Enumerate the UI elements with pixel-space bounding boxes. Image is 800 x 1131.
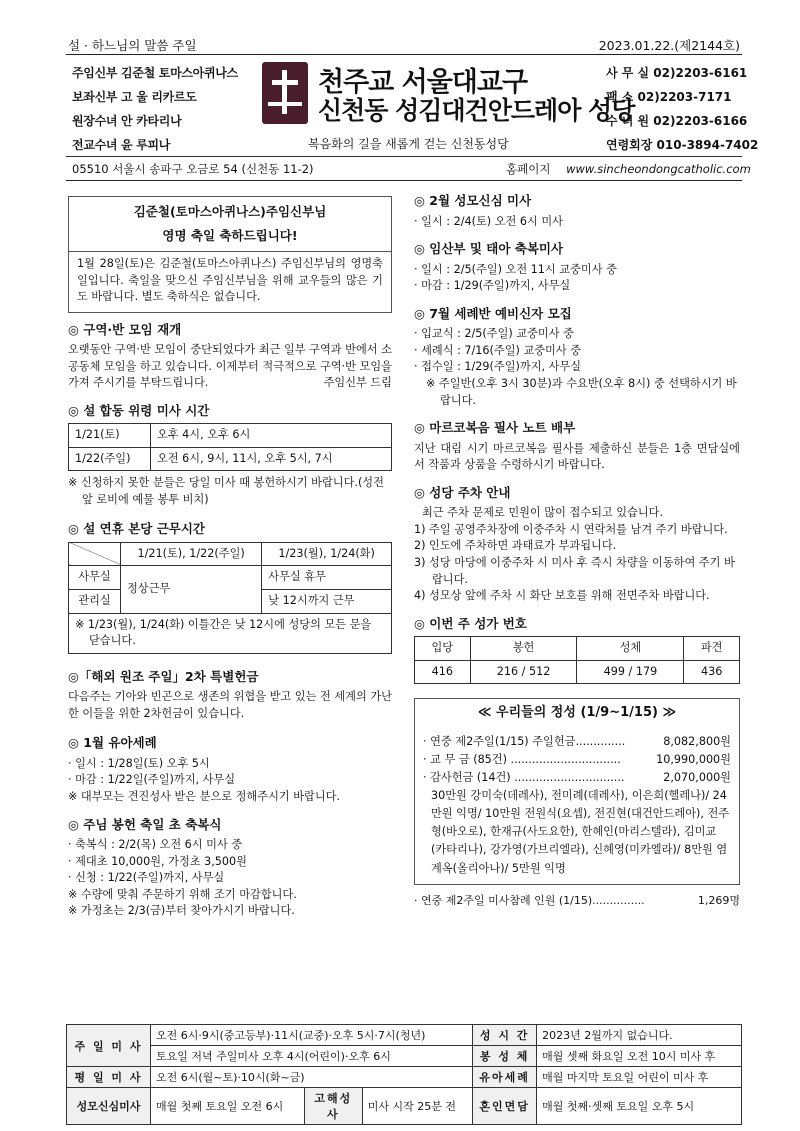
offering-row bbox=[423, 733, 731, 751]
homepage-row bbox=[506, 161, 751, 177]
hymn-header: 입당 bbox=[415, 637, 471, 661]
mass-schedule-table bbox=[66, 1024, 742, 1125]
section-hours-title: ◎ 설 연휴 본당 근무시간 bbox=[68, 521, 205, 537]
offering-label: · 연중 제2주일(1/15) 주일헌금.............. bbox=[423, 734, 626, 748]
attendance-label: · 연중 제2주일 미사참례 인원 (1/15)............... bbox=[414, 893, 645, 907]
table-row bbox=[69, 542, 392, 566]
feast-banner bbox=[68, 196, 392, 252]
hymn-value: 499 / 179 bbox=[577, 660, 684, 684]
top-line bbox=[68, 36, 740, 54]
contact-funeral: 연령회장 010-3894-7402 bbox=[606, 138, 759, 152]
section-parking-title: ◎ 성당 주차 안내 bbox=[414, 484, 511, 500]
sunday-name: 설 · 하느님의 말씀 주일 bbox=[68, 38, 197, 53]
offering-row bbox=[423, 751, 731, 769]
table-row bbox=[67, 1025, 742, 1046]
sunday-mass-line2: 토요일 저녁 주일미사 오후 4시(어린이)·오후 6시 bbox=[151, 1046, 473, 1067]
marian-item: · 일시 : 2/4(토) 오전 6시 미사 bbox=[414, 214, 563, 228]
marian-mass-label: 성모신심미사 bbox=[67, 1088, 151, 1125]
baptism-note: ※ 대부모는 견진성사 받은 분으로 정해주시기 바랍니다. bbox=[68, 790, 341, 804]
catechumen-item: · 세례식 : 7/16(주일) 교중미사 중 bbox=[414, 343, 582, 357]
section-catechumen-title: ◎ 7월 세례반 예비신자 모집 bbox=[414, 305, 572, 321]
memorial-day: 1/21(토) bbox=[69, 424, 151, 448]
offering-donors: 30만원 강미숙(데레사), 전미례(데레사), 이은희(헬레나)/ 24만원 익명/ 10만원 전원식(요셉), 전진현(대건안드레아), 전주형(바오로), 한재규(사도요한), 한혜인(마리스텔라), 김미교(카타리나), 강가영(가브리엘라), 신혜영(미카엘라)/ 8만원 염계옥(올리아나)/ 5만원 익명 bbox=[431, 789, 730, 875]
infant-baptism-label: 유아세례 bbox=[473, 1067, 537, 1088]
banner-subtitle: 영명 축일 축하드립니다! bbox=[162, 227, 298, 243]
section-baptism-title: ◎ 1월 유아세례 bbox=[68, 735, 157, 751]
left-column bbox=[68, 196, 392, 920]
right-column bbox=[414, 192, 740, 909]
table-row bbox=[67, 1088, 742, 1125]
gospel-text: 지난 대림 시기 마르코복음 필사를 제출하신 분들은 1층 면담실에서 작품과 상품을 수령하시기 바랍니다. bbox=[414, 441, 740, 472]
candle-note: ※ 수량에 맞춰 주문하기 위해 조기 마감합니다. bbox=[68, 887, 297, 901]
staff-superior: 원장수녀 안 카타리나 bbox=[72, 114, 182, 128]
weekday-mass-label: 평 일 미 사 bbox=[67, 1067, 151, 1088]
homepage-link[interactable]: www.sincheondongcatholic.com bbox=[566, 162, 751, 176]
contact-office: 사 무 실 02)2203-6161 bbox=[606, 66, 748, 80]
catechumen-item: · 접수일 : 1/29(주일)까지, 사무실 bbox=[414, 360, 582, 374]
address: 05510 서울시 송파구 오금로 54 (신천동 11-2) bbox=[72, 162, 314, 176]
marriage-label: 혼인면담 bbox=[473, 1088, 537, 1125]
parking-item: 4) 성모상 앞에 주차 시 화단 보호를 위해 전면주차 바랍니다. bbox=[414, 589, 710, 603]
hours-manage: 낮 12시까지 근무 bbox=[262, 590, 392, 614]
church-title-line1: 천주교 서울대교구 bbox=[318, 67, 528, 98]
section-group-meeting-sign: 주임신부 드림 bbox=[323, 375, 392, 389]
header-mid-rule bbox=[66, 156, 742, 157]
weekday-mass-line: 오전 6시(월~토)·10시(화~금) bbox=[151, 1067, 473, 1088]
table-row bbox=[69, 566, 392, 590]
confession-label: 고해성사 bbox=[304, 1088, 362, 1125]
confession-line: 미사 시작 25분 전 bbox=[362, 1088, 472, 1125]
issue-date: 2023.01.22.(제2144호) bbox=[598, 38, 740, 53]
table-row bbox=[69, 424, 392, 448]
candle-note: ※ 가정초는 2/3(금)부터 찾아가시기 바랍니다. bbox=[68, 904, 295, 918]
memorial-time: 오전 6시, 9시, 11시, 오후 5시, 7시 bbox=[151, 447, 392, 471]
offering-label: · 교 무 금 (85건) ............................... bbox=[423, 752, 621, 766]
hymn-header: 파견 bbox=[684, 637, 740, 661]
marian-mass-line: 매월 첫째 토요일 오전 6시 bbox=[151, 1088, 305, 1125]
offering-box bbox=[414, 727, 740, 885]
hymn-header: 봉헌 bbox=[470, 637, 577, 661]
staff-pastor: 주임신부 김준철 토마스아퀴나스 bbox=[72, 66, 238, 80]
memorial-table bbox=[68, 423, 392, 471]
offering-amount: 2,070,000원 bbox=[663, 770, 731, 784]
parking-item: 2) 인도에 주차하면 과태료가 부과됩니다. bbox=[414, 539, 617, 553]
banner-text: 1월 28일(토)은 김준철(토마스아퀴나스) 주임신부님의 영명축일입니다. 축일을 맞으신 주임신부님을 위해 교우들의 많은 기도 바랍니다. 별도 축하식은 없습니다. bbox=[68, 252, 392, 313]
banner-title: 김준철(토마스아퀴나스)주임신부님 bbox=[133, 204, 327, 219]
catechumen-item: · 입교식 : 2/5(주일) 교중미사 중 bbox=[414, 327, 574, 341]
offering-row bbox=[423, 769, 731, 787]
adoration-label: 봉 성 체 bbox=[473, 1046, 537, 1067]
sunday-mass-line1: 오전 6시·9시(중고등부)·11시(교중)·오후 5시·7시(청년) bbox=[151, 1025, 473, 1046]
attendance-value: 1,269명 bbox=[697, 893, 740, 907]
church-logo bbox=[262, 62, 308, 124]
section-marian-title: ◎ 2월 성모신심 미사 bbox=[414, 193, 532, 208]
header-top-rule bbox=[66, 54, 742, 55]
pregnant-item: · 마감 : 1/29(주일)까지, 사무실 bbox=[414, 279, 571, 293]
hymn-value: 216 / 512 bbox=[470, 660, 577, 684]
staff-assistant: 보좌신부 고 울 리카르도 bbox=[72, 90, 197, 104]
slogan: 복음화의 길을 새롭게 걷는 신천동성당 bbox=[308, 137, 509, 151]
sunday-mass-label: 주 일 미 사 bbox=[67, 1025, 151, 1067]
section-hymn-title: ◎ 이번 주 성가 번호 bbox=[414, 615, 527, 631]
table-row bbox=[415, 660, 740, 684]
hymn-value: 416 bbox=[415, 660, 471, 684]
hours-table bbox=[68, 542, 392, 654]
candle-item: · 신청 : 1/22(주일)까지, 사무실 bbox=[68, 871, 225, 885]
marriage-line: 매월 첫째·셋째 토요일 오후 5시 bbox=[537, 1088, 742, 1125]
section-pregnant-title: ◎ 임산부 및 태아 축복미사 bbox=[414, 241, 564, 257]
table-row bbox=[67, 1046, 742, 1067]
section-candle-title: ◎ 주님 봉헌 축일 초 축복식 bbox=[68, 816, 222, 832]
section-group-meeting-text: 오랫동안 구역·반 모임이 중단되었다가 최근 일부 구역과 반에서 소공동체 모임을 하고 있습니다. 이제부터 적극적으로 구역·반 모임을 가져 주시기를 부탁드립니다. bbox=[68, 343, 392, 390]
candle-item: · 제대초 10,000원, 가정초 3,500원 bbox=[68, 854, 247, 868]
attendance-row bbox=[414, 893, 740, 909]
candle-item: · 축복식 : 2/2(목) 오전 6시 미사 중 bbox=[68, 838, 243, 852]
section-group-meeting-title: ◎ 구역·반 모임 재개 bbox=[68, 321, 182, 337]
parking-intro: 최근 주차 문제로 민원이 많이 접수되고 있습니다. bbox=[422, 506, 664, 520]
hours-office: 사무실 휴무 bbox=[262, 566, 392, 590]
section-memorial-title: ◎ 설 합동 위령 미사 시간 bbox=[68, 402, 210, 418]
memorial-day: 1/22(주일) bbox=[69, 447, 151, 471]
hymn-value: 436 bbox=[684, 660, 740, 684]
hours-row2: 관리실 bbox=[69, 590, 121, 614]
catechumen-note: ※ 주일반(오후 3시 30분)과 수요반(오후 8시) 중 선택하시기 바랍니다. bbox=[426, 376, 737, 407]
header-bottom-rule bbox=[66, 180, 742, 181]
contact-fax: 팩 스 02)2203-7171 bbox=[606, 90, 732, 104]
staff-sister: 전교수녀 윤 루피나 bbox=[72, 138, 171, 152]
homepage-label: 홈페이지 bbox=[506, 162, 551, 176]
section-gospel-title: ◎ 마르코복음 필사 노트 배부 bbox=[414, 420, 576, 436]
adoration-line: 매월 셋째 화요일 오전 10시 미사 후 bbox=[537, 1046, 742, 1067]
baptism-item: · 일시 : 1/28일(토) 오후 5시 bbox=[68, 756, 210, 770]
hymn-header: 성체 bbox=[577, 637, 684, 661]
hours-row1: 사무실 bbox=[69, 566, 121, 590]
baptism-item: · 마감 : 1/22일(주일)까지, 사무실 bbox=[68, 773, 236, 787]
infant-baptism-line: 매월 마지막 토요일 어린이 미사 후 bbox=[537, 1067, 742, 1088]
table-row bbox=[69, 447, 392, 471]
parking-item: 3) 성당 마당에 이중주차 시 미사 후 즉시 차량을 이동하여 주기 바랍니다. bbox=[414, 556, 735, 586]
hours-head1: 1/21(토), 1/22(주일) bbox=[121, 542, 262, 566]
offering-title: ≪ 우리들의 정성 (1/9~1/15) ≫ bbox=[414, 698, 740, 726]
hours-head2: 1/23(월), 1/24(화) bbox=[262, 542, 392, 566]
holy-hour-label: 성 시 간 bbox=[473, 1025, 537, 1046]
holy-hour-line: 2023년 2월까지 없습니다. bbox=[537, 1025, 742, 1046]
section-overseas-title: ◎「해외 원조 주일」2차 특별헌금 bbox=[68, 668, 259, 684]
contact-convent: 수 녀 원 02)2203-6166 bbox=[606, 114, 748, 128]
offering-amount: 10,990,000원 bbox=[656, 752, 731, 766]
offering-label: · 감사헌금 (14건) ............................... bbox=[423, 770, 625, 784]
memorial-time: 오후 4시, 오후 6시 bbox=[151, 424, 392, 448]
hours-normal: 정상근무 bbox=[121, 566, 262, 613]
pregnant-item: · 일시 : 2/5(주일) 오전 11시 교중미사 중 bbox=[414, 262, 617, 276]
church-title-line2: 신천동 성김대건안드레아 성당 bbox=[318, 96, 635, 125]
hymn-table bbox=[414, 636, 740, 684]
hours-note: ※ 1/23(월), 1/24(화) 이틀간은 낮 12시에 성당의 모든 문을 닫습니다. bbox=[69, 613, 392, 653]
section-overseas-text: 다음주는 기아와 빈곤으로 생존의 위협을 받고 있는 전 세계의 가난한 이들을 위한 2차헌금이 있습니다. bbox=[68, 690, 392, 720]
offering-amount: 8,082,800원 bbox=[663, 734, 731, 748]
hours-corner bbox=[69, 542, 121, 566]
parking-item: 1) 주일 공영주차장에 이중주차 시 연락처를 남겨 주기 바랍니다. bbox=[414, 522, 728, 536]
table-row bbox=[67, 1067, 742, 1088]
table-row bbox=[69, 613, 392, 653]
table-row bbox=[415, 637, 740, 661]
memorial-note: ※ 신청하지 못한 분들은 당일 미사 때 봉헌하시기 바랍니다.(성전 앞 로비에 예물 봉투 비치) bbox=[68, 476, 384, 506]
